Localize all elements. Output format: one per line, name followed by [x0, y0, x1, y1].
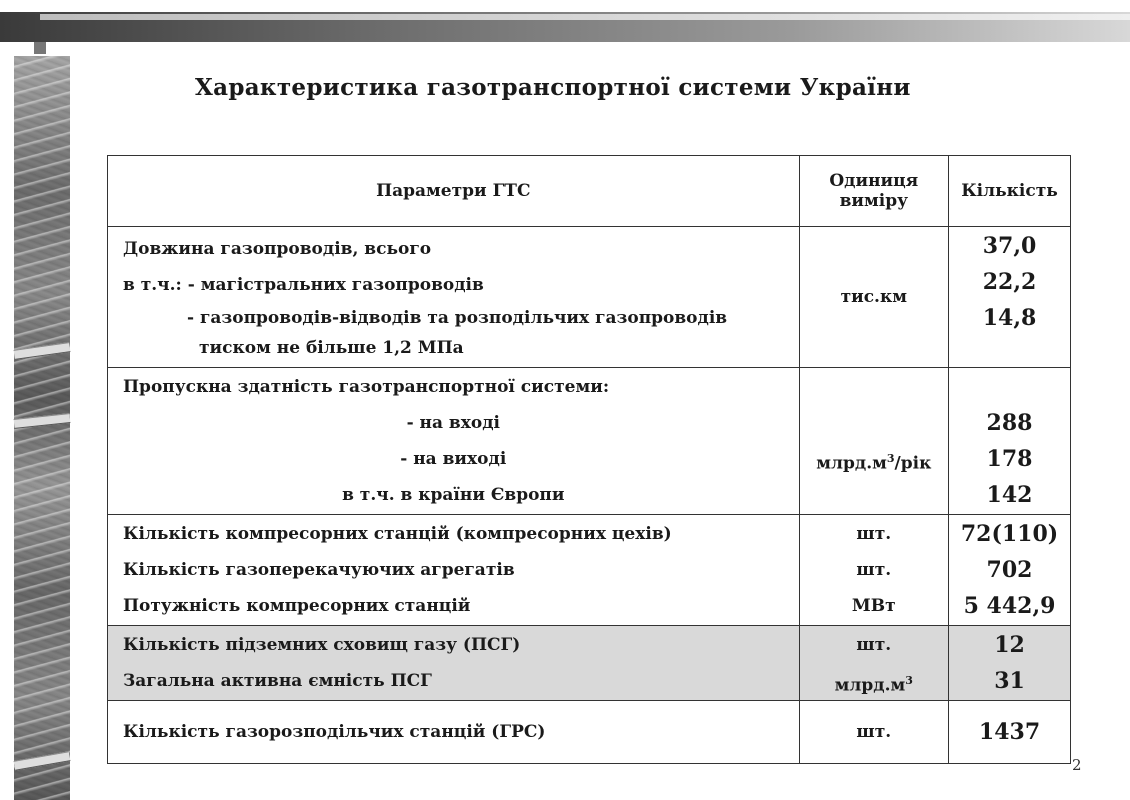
- capacity-title: Пропускна здатність газотранспортної системи:: [123, 377, 610, 397]
- compressor-stations-label: Кількість компресорних станцій (компресорних цехів): [123, 524, 672, 544]
- capacity-output-value: 178: [986, 446, 1033, 472]
- compressor-power-label: Потужність компресорних станцій: [123, 596, 471, 616]
- grs-label: Кількість газорозподільчих станцій (ГРС): [123, 722, 546, 742]
- compressor-stations-unit: шт.: [856, 524, 892, 544]
- storage-units: [799, 626, 948, 701]
- storage-capacity-label: Загальна активна ємність ПСГ: [123, 671, 432, 691]
- stations-labels: [108, 515, 800, 626]
- storage-capacity-value: 31: [994, 668, 1025, 694]
- grs-label-cell: [108, 701, 800, 764]
- gas-pumping-units-label: Кількість газоперекачуючих агрегатів: [123, 560, 515, 580]
- length-unit: тис.км: [799, 227, 948, 368]
- compressor-power-unit: МВт: [851, 596, 896, 616]
- stations-units: [799, 515, 948, 626]
- length-total-label: Довжина газопроводів, всього: [123, 239, 432, 259]
- storage-values: [949, 626, 1071, 701]
- page-title: Характеристика газотранспортної системи України: [195, 74, 911, 101]
- gts-characteristics-table: [107, 155, 1071, 764]
- capacity-output-label: - на виході: [400, 449, 507, 469]
- storage-count-label: Кількість підземних сховищ газу (ПСГ): [123, 635, 521, 655]
- capacity-input-value: 288: [986, 410, 1033, 436]
- capacity-values: [949, 368, 1071, 515]
- length-trunk-label: в т.ч.: - магістральних газопроводів: [123, 275, 484, 295]
- capacity-europe-label: в т.ч. в країни Європи: [342, 485, 565, 505]
- header-unit-line2: виміру: [839, 191, 908, 211]
- header-param: Параметри ГТС: [108, 156, 800, 227]
- corner-square-decoration: [34, 42, 46, 54]
- header-unit: [799, 156, 948, 227]
- pipe-decoration: [14, 751, 71, 771]
- gas-pumping-units-value: 702: [986, 557, 1033, 583]
- capacity-labels: [108, 368, 800, 515]
- length-branch-label-cont: тиском не більше 1,2 МПа: [199, 338, 464, 358]
- grs-value: 1437: [949, 701, 1071, 764]
- table-row-grs: [108, 701, 1071, 764]
- table-header-row: [108, 156, 1071, 227]
- length-values: [949, 227, 1071, 368]
- pipeline-photo-strip: [14, 56, 70, 800]
- storage-count-value: 12: [994, 632, 1025, 658]
- table-row-length: [108, 227, 1071, 368]
- gas-pumping-units-unit: шт.: [856, 560, 892, 580]
- capacity-europe-value: 142: [986, 482, 1033, 508]
- length-branch-value: 14,8: [982, 305, 1037, 331]
- length-spacer: [950, 336, 1069, 366]
- length-total-value: 37,0: [982, 233, 1037, 259]
- table-row-capacity: [108, 368, 1071, 515]
- header-highlight-strip: [40, 14, 1130, 20]
- storage-labels: [108, 626, 800, 701]
- header-qty: Кількість: [949, 156, 1071, 227]
- storage-capacity-unit: $млрд.м^3$: [834, 674, 913, 696]
- length-labels: [108, 227, 800, 368]
- table-row-storage: [108, 626, 1071, 701]
- page-number: 2: [1072, 756, 1082, 774]
- capacity-unit-cell: [799, 368, 948, 515]
- compressor-power-value: 5 442,9: [963, 593, 1056, 619]
- grs-unit: шт.: [799, 701, 948, 764]
- capacity-input-label: - на вході: [406, 413, 500, 433]
- length-trunk-value: 22,2: [982, 269, 1037, 295]
- pipe-decoration: [14, 413, 71, 429]
- table-row-stations: [108, 515, 1071, 626]
- storage-count-unit: шт.: [856, 635, 892, 655]
- header-unit-line1: Одиниця: [829, 171, 919, 191]
- pipe-decoration: [14, 342, 71, 360]
- stations-values: [949, 515, 1071, 626]
- length-branch-label: - газопроводів-відводів та розподільчих газопроводів: [187, 308, 728, 328]
- compressor-stations-value: 72(110): [960, 521, 1059, 547]
- capacity-unit: $млрд.м^3$/рік: [816, 452, 932, 474]
